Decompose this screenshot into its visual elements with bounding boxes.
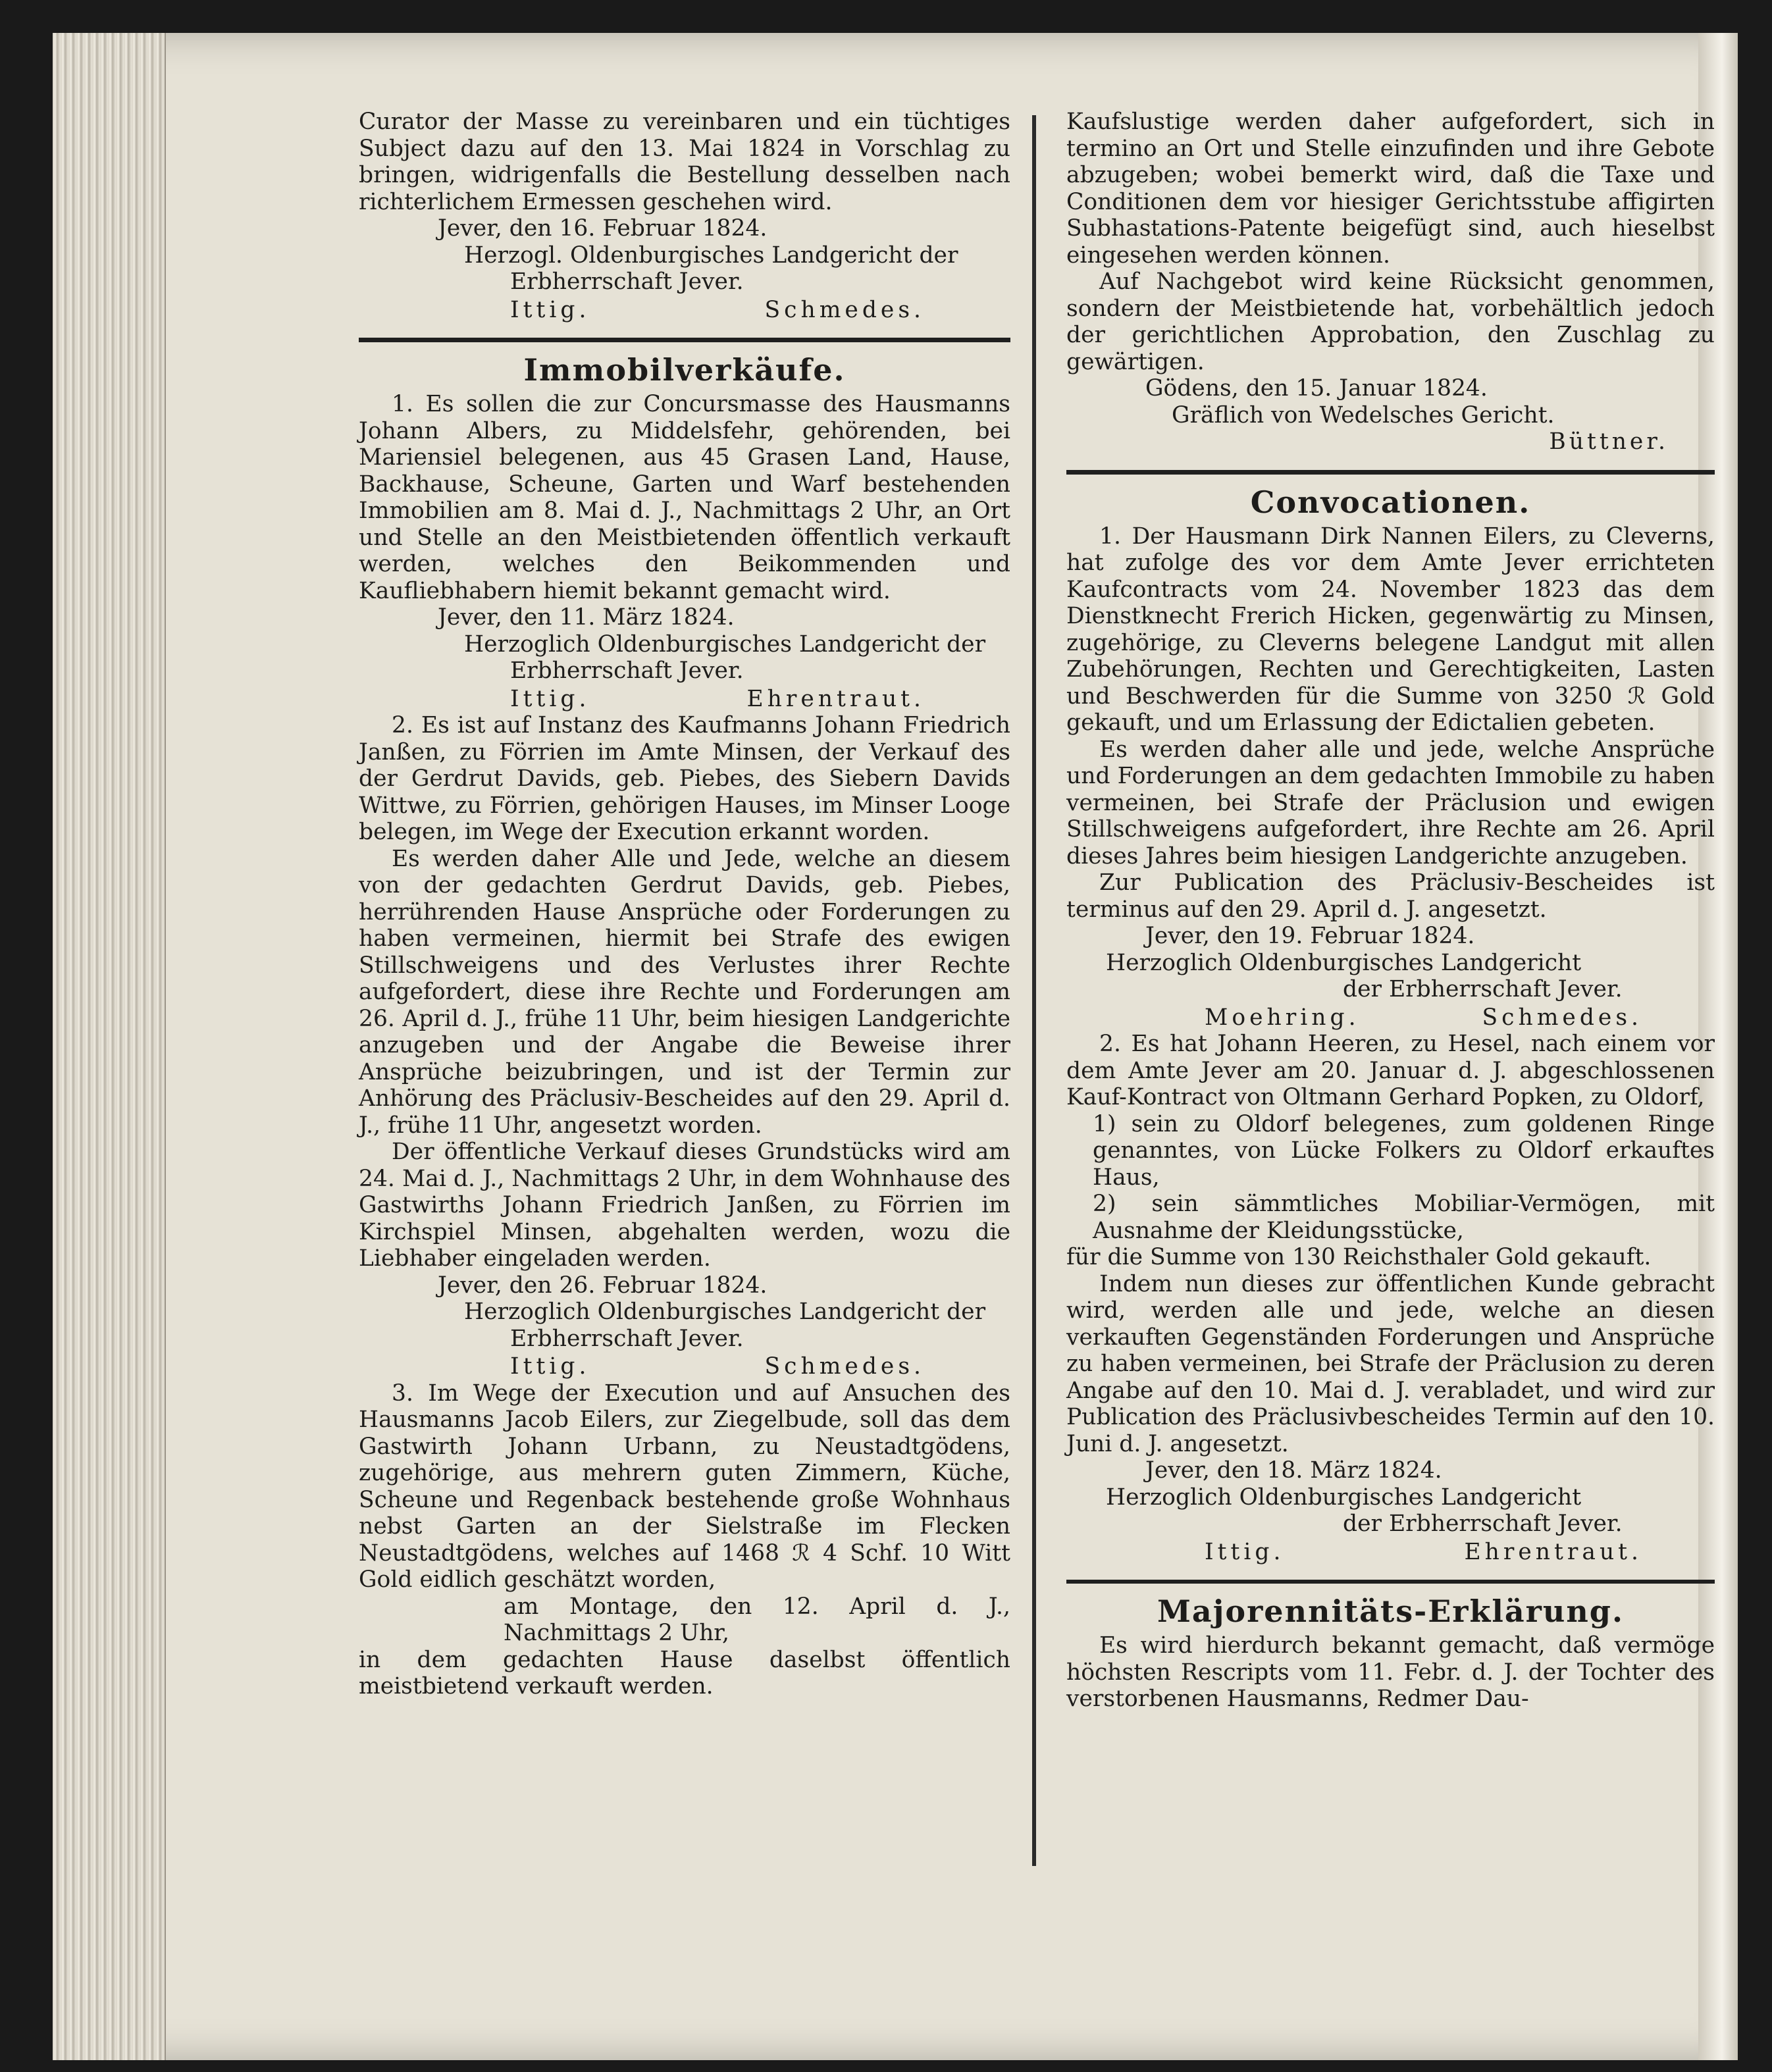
column-divider: [1032, 115, 1036, 1866]
notice-continuation: Kaufslustige werden daher aufgefordert, sich in termino an Ort und Stelle einzufinden und ihre Gebote abzugeben; wobei bemerkt wird, daß die Taxe und Conditionen dem vor hiesiger Gerichtsstube affigirten Subhastations-Patente beigefügt sind, auch hieselbst eingesehen werden können.: [1066, 109, 1715, 269]
section-heading-2: Majorennitäts-Erklärung.: [1157, 1593, 1624, 1629]
signature-2: Ehrentraut.: [746, 685, 925, 712]
notice-3-end: in dem gedachten Hause daselbst öffentlich meistbietend verkauft werden.: [359, 1646, 1010, 1699]
notice-2-text-3: Der öffentliche Verkauf dieses Grundstücks wird am 24. Mai d. J., Nachmittags 2 Uhr, in dem Wohnhause des Gastwirths Johann Friedrich Janßen, zu Förrien im Kirchspiel Minsen, abgehalten werden, wozu die Liebhaber eingeladen werden.: [359, 1139, 1010, 1272]
signature-2: Schmedes.: [764, 1353, 925, 1380]
notice-2-authority-2: Erbherrschaft Jever.: [510, 1325, 744, 1352]
notice-3-date: am Montage, den 12. April d. J., Nachmittags 2 Uhr,: [504, 1593, 1010, 1646]
convocation-2-authority-2: der Erbherrschaft Jever.: [1343, 1511, 1623, 1537]
notice-2-place-date: Jever, den 26. Februar 1824.: [438, 1272, 768, 1299]
convocation-1-text-3: Zur Publication des Präclusiv-Bescheides ist terminus auf den 29. April d. J. angesetzt.: [1066, 869, 1715, 923]
notice-1-authority-2: Erbherrschaft Jever.: [510, 658, 744, 684]
notice-continuation: Curator der Masse zu vereinbaren und ein tüchtiges Subject dazu auf den 13. Mai 1824 in Vorschlag zu bringen, widrigenfalls die Bestellung desselben nach richterlichem Ermessen geschehen wird.: [359, 109, 1010, 215]
signature-1: Ittig.: [510, 296, 590, 323]
notice-authority-2: Erbherrschaft Jever.: [510, 269, 744, 295]
notice-2-text-2: Es werden daher Alle und Jede, welche an diesem von der gedachten Gerdrut Davids, geb. Piebes, herrührenden Hause Ansprüche oder Forderungen zu haben vermeinen, hiermit bei Strafe des ewigen Stillschweigens und des Verlustes ihrer Rechte aufgefordert, diese ihre Rechte und Forderungen am 26. April d. J., frühe 11 Uhr, beim hiesigen Landgerichte anzugeben und der Angabe die Beweise ihrer Ansprüche beizubringen, und ist der Termin zur Anhörung des Präclusiv-Bescheides auf den 29. April d. J., frühe 11 Uhr, angesetzt worden.: [359, 845, 1010, 1139]
signature-2: Schmedes.: [1482, 1004, 1642, 1031]
signature-1: Moehring.: [1205, 1004, 1360, 1031]
right-column: [1066, 109, 1715, 1713]
notice-3-text: 3. Im Wege der Execution und auf Ansuchen des Hausmanns Jacob Eilers, zur Ziegelbude, soll das dem Gastwirth Johann Urbann, zu Neustadtgödens, zugehörige, aus mehrern guten Zimmern, Küche, Scheune und Regenback bestehende große Wohnhaus nebst Garten an der Sielstraße im Flecken Neustadtgödens, welches auf 1468 ℛ 4 Schf. 10 Witt Gold eidlich geschätzt worden,: [359, 1380, 1010, 1593]
convocation-1-signatures: [1066, 1004, 1715, 1031]
section-divider: [359, 338, 1010, 342]
section-divider: [1066, 470, 1715, 475]
convocation-2-text: 2. Es hat Johann Heeren, zu Hesel, nach einem vor dem Amte Jever am 20. Januar d. J. abgeschlossenen Kauf-Kontract von Oltmann Gerhard Popken, zu Oldorf,: [1066, 1031, 1715, 1110]
left-column: [359, 109, 1010, 1700]
convocation-2-signatures: [1066, 1539, 1715, 1566]
signature-1: Ittig.: [1205, 1538, 1285, 1565]
convocation-2-list: [1066, 1111, 1715, 1245]
signature-1: Ittig.: [510, 1353, 590, 1380]
notice-1-authority: Herzoglich Oldenburgisches Landgericht der: [464, 631, 986, 658]
signature-2: Schmedes.: [764, 296, 925, 323]
notice-1-text: 1. Es sollen die zur Concursmasse des Hausmanns Johann Albers, zu Middelsfehr, gehörenden, bei Mariensiel belegenen, aus 45 Grasen Land, Hause, Backhause, Scheune, Garten und Warf bestehenden Immobilien am 8. Mai d. J., Nachmittags 2 Uhr, an Ort und Stelle an den Meistbietenden öffentlich verkauft werden, welches den Beikommenden und Kaufliebhabern hiemit bekannt gemacht wird.: [359, 391, 1010, 604]
notice-1-signatures: [359, 686, 1010, 713]
book-spine-edge: [53, 33, 166, 2060]
signature-1: Ittig.: [510, 685, 590, 712]
section-heading: Convocationen.: [1250, 484, 1531, 520]
list-item: 2) sein sämmtliches Mobiliar-Vermögen, mit Ausnahme der Kleidungsstücke,: [1093, 1191, 1715, 1244]
convocation-1-text-2: Es werden daher alle und jede, welche Ansprüche und Forderungen an dem gedachten Immobile zu haben vermeinen, bei Strafe der Präclusion und ewigen Stillschweigens aufgefordert, ihre Rechte am 26. April dieses Jahres beim hiesigen Landgerichte anzugeben.: [1066, 736, 1715, 869]
notice-authority: Herzogl. Oldenburgisches Landgericht der: [464, 242, 958, 269]
majority-declaration-text: Es wird hierdurch bekannt gemacht, daß vermöge höchsten Rescripts vom 11. Febr. d. J. der Tochter des verstorbenen Hausmanns, Redmer Dau-: [1066, 1632, 1715, 1712]
notice-signature: Büttner.: [1549, 428, 1669, 455]
convocation-2-place-date: Jever, den 18. März 1824.: [1145, 1457, 1442, 1484]
convocation-1-place-date: Jever, den 19. Februar 1824.: [1145, 923, 1475, 949]
signature-2: Ehrentraut.: [1464, 1538, 1642, 1565]
list-item: 1) sein zu Oldorf belegenes, zum goldenen Ringe genanntes, von Lücke Folkers zu Oldorf erkauftes Haus,: [1093, 1110, 1715, 1191]
convocation-1-text: 1. Der Hausmann Dirk Nannen Eilers, zu Cleverns, hat zufolge des vor dem Amte Jever errichteten Kaufcontracts vom 24. November 1823 das dem Dienstknecht Frerich Hicken, gegenwärtig zu Minsen, zugehörige, zu Cleverns belegene Landgut mit allen Zubehörungen, Rechten und Gerechtigkeiten, Lasten und Beschwerden für die Summe von 3250 ℛ Gold gekauft, und um Erlassung der Edictalien gebeten.: [1066, 523, 1715, 736]
section-divider: [1066, 1580, 1715, 1584]
notice-place-date: Gödens, den 15. Januar 1824.: [1145, 375, 1488, 401]
notice-2-signatures: [359, 1353, 1010, 1380]
notice-place-date: Jever, den 16. Februar 1824.: [438, 215, 768, 242]
notice-signatures: [359, 297, 1010, 324]
convocation-2-sum: für die Summe von 130 Reichsthaler Gold gekauft.: [1066, 1244, 1652, 1270]
notice-2-text: 2. Es ist auf Instanz des Kaufmanns Johann Friedrich Janßen, zu Förrien im Amte Minsen, der Verkauf des der Gerdrut Davids, geb. Piebes, des Siebern Davids Wittwe, zu Förrien, gehörigen Hauses, im Minser Looge belegen, im Wege der Execution erkannt worden.: [359, 712, 1010, 845]
notice-1-place-date: Jever, den 11. März 1824.: [438, 604, 735, 631]
section-heading: Immobilverkäufe.: [523, 352, 846, 388]
notice-authority: Gräflich von Wedelsches Gericht.: [1172, 401, 1555, 428]
convocation-1-authority-2: der Erbherrschaft Jever.: [1343, 976, 1623, 1002]
convocation-2-text-2: Indem nun dieses zur öffentlichen Kunde gebracht wird, werden alle und jede, welche an diesen verkauften Gegenständen Forderungen und Ansprüche zu haben vermeinen, bei Strafe der Präclusion zu deren Angabe auf den 10. Mai d. J. verabladet, und wird zur Publication des Präclusivbescheides Termin auf den 10. Juni d. J. angesetzt.: [1066, 1270, 1715, 1457]
convocation-1-authority: Herzoglich Oldenburgisches Landgericht: [1106, 949, 1582, 976]
convocation-2-authority: Herzoglich Oldenburgisches Landgericht: [1106, 1484, 1582, 1511]
notice-continuation-2: Auf Nachgebot wird keine Rücksicht genommen, sondern der Meistbietende hat, vorbehältlich jedoch der gerichtlichen Approbation, den Zuschlag zu gewärtigen.: [1066, 269, 1715, 375]
notice-2-authority: Herzoglich Oldenburgisches Landgericht der: [464, 1299, 986, 1325]
